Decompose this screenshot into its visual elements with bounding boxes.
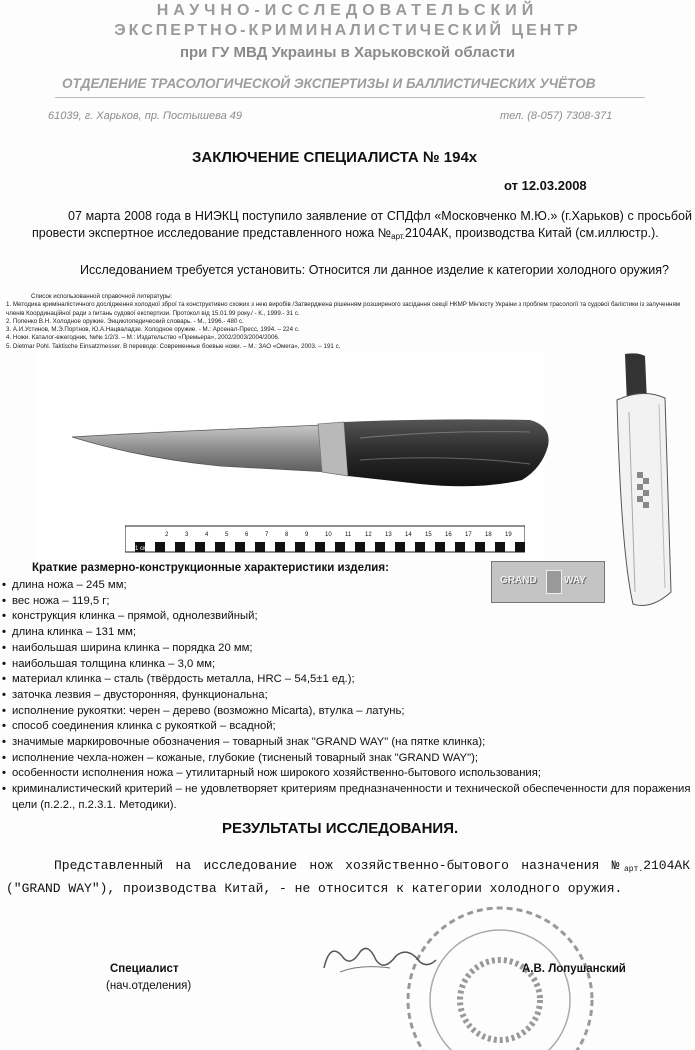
org-name-line1: НАУЧНО-ИССЛЕДОВАТЕЛЬСКИЙ [156,2,539,19]
results-title: РЕЗУЛЬТАТЫ ИССЛЕДОВАНИЯ. [222,820,459,837]
list-item: • конструкция клинка – прямой, однолезвийный; [2,609,692,625]
grand-way-logo: GRAND WAY [491,561,605,603]
ruler-label: 9 [305,532,309,538]
specialist-name: А.В. Лопушанский [522,963,626,975]
knife-image [60,368,580,508]
list-item: • исполнение чехла-ножен – кожаные, глубокие (тисненый товарный знак "GRAND WAY"); [2,751,692,767]
reference-item: 4. Ножи. Каталог-ежегодник, №№ 1/2/3. – М.: Издательство «Премьера», 2002/2003/2004/2006. [6,334,280,342]
ruler-label: 16 [445,532,452,538]
characteristics-title: Краткие размерно-конструкционные характеристики изделия: [32,562,389,574]
reference-item: 1. Методика криміналістичного дослідження холодної зброї та конструктивно схожих з нею виробів /Затверджена рішенням розширеного засідання секції НКМР Мін'юсту Украіни з проблем трасології та судової балістики із залученням членів Координаційної ради з питань судової експертизи. Протокол від 15.01.99 року./ - К., 1999.- 31 с. [6,301,681,317]
handwritten-signature [320,938,440,978]
list-item: • наибольшая ширина клинка – порядка 20 мм; [2,641,692,657]
reference-item: 2. Попенко В.Н. Холодное оружие. Энциклопедический словарь. - М., 1996.- 480 с. [6,317,244,325]
sheath-image [603,352,683,612]
list-item: • криминалистический критерий – не удовлетворяет критериям предназначенности и технической обеспеченности для поражения цели (п.2.2., п.2.3.1. Методики). [2,782,692,813]
list-item: • значимые маркировочные обозначения – товарный знак "GRAND WAY" (на пятке клинка); [2,735,692,751]
specialist-role: Специалист [110,963,179,975]
document-date: от 12.03.2008 [504,178,587,193]
list-item: • длина ножа – 245 мм; [2,578,692,594]
header-divider [55,97,645,98]
ruler-label: 8 [285,532,289,538]
ruler-label: 13 [385,532,392,538]
ruler-label: 7 [265,532,269,538]
ruler-label: 19 [505,532,512,538]
scale-ruler [125,518,525,560]
list-item: • длина клинка – 131 мм; [2,625,692,641]
phone: тел. (8-057) 7308-371 [500,110,613,122]
ruler-label: 11 [345,532,352,538]
list-item: • вес ножа – 119,5 г; [2,594,692,610]
results-text: Представленный на исследование нож хозяйственно-бытового назначения $№_{арт.}2104АК$ ("GRAND WAY"), производства Китай, - не относится к категории холодного оружия. [6,858,690,896]
list-item: • заточка лезвия – двусторонняя, функциональна; [2,688,692,704]
ruler-label: 18 [485,532,492,538]
ruler-label: 2 [165,532,169,538]
list-item: • особенности исполнения ножа – утилитарный нож широкого хозяйственно-бытового использования; [2,766,692,782]
list-item: • исполнение рукоятки: черен – дерево (возможно Micarta), втулка – латунь; [2,704,692,720]
ruler-label: 6 [245,532,249,538]
references-list [6,293,692,351]
ruler-label: 15 [425,532,432,538]
references-title: Список использованной справочной литературы: [31,293,173,300]
ruler-label: 17 [465,532,472,538]
ruler-label: 14 [405,532,412,538]
intro-paragraph: 07 марта 2008 года в НИЭКЦ поступило заявление от СПДфл «Московченко М.Ю.» (г.Харьков) с просьбой провести экспертное исследование представленного ножа $№_{арт.}2104АК$, производства Китай (см.иллюстр.). [32,209,692,241]
ruler-label: 4 [205,532,209,538]
list-item: • наибольшая толщина клинка – 3,0 мм; [2,657,692,673]
list-item: • материал клинка – сталь (твёрдость металла, HRC – 54,5±1 ед.); [2,672,692,688]
ruler-label: 12 [365,532,372,538]
ruler-label: 3 [185,532,189,538]
ruler-label: 5 [225,532,229,538]
characteristics-list [2,578,692,814]
org-name-line2: ЭКСПЕРТНО-КРИМИНАЛИСТИЧЕСКИЙ ЦЕНТР [114,22,581,39]
ruler-label: 10 [325,532,332,538]
address: 61039, г. Харьков, пр. Постышева 49 [48,110,243,122]
org-name-line3: при ГУ МВД Украины в Харьковской области [179,44,516,61]
reference-item: 5. Dietmar Pohl. Taktische Einsatzmesser. В переводе: Современные боевые ножи. – М.: ЗАО «Омега», 2003. – 191 с. [6,342,341,350]
department-name: ОТДЕЛЕНИЕ ТРАСОЛОГИЧЕСКОЙ ЭКСПЕРТИЗЫ И БАЛЛИСТИЧЕСКИХ УЧЁТОВ [62,76,596,91]
specialist-role-note: (нач.отделения) [106,980,192,992]
list-item: • способ соединения клинка с рукояткой – всадной; [2,719,692,735]
document-title: ЗАКЛЮЧЕНИЕ СПЕЦИАЛИСТА № 194х [192,149,478,166]
question-paragraph: Исследованием требуется установить: Относится ли данное изделие к категории холодного оружия? [80,263,669,277]
ruler-label: 1 см [135,546,148,552]
reference-item: 3. А.И.Устинов, М.Э.Портнов, Ю.А.Нацваладзе. Холодное оружие. - М.: Арсенал-Пресс, 1994. – 224 с. [6,326,300,334]
